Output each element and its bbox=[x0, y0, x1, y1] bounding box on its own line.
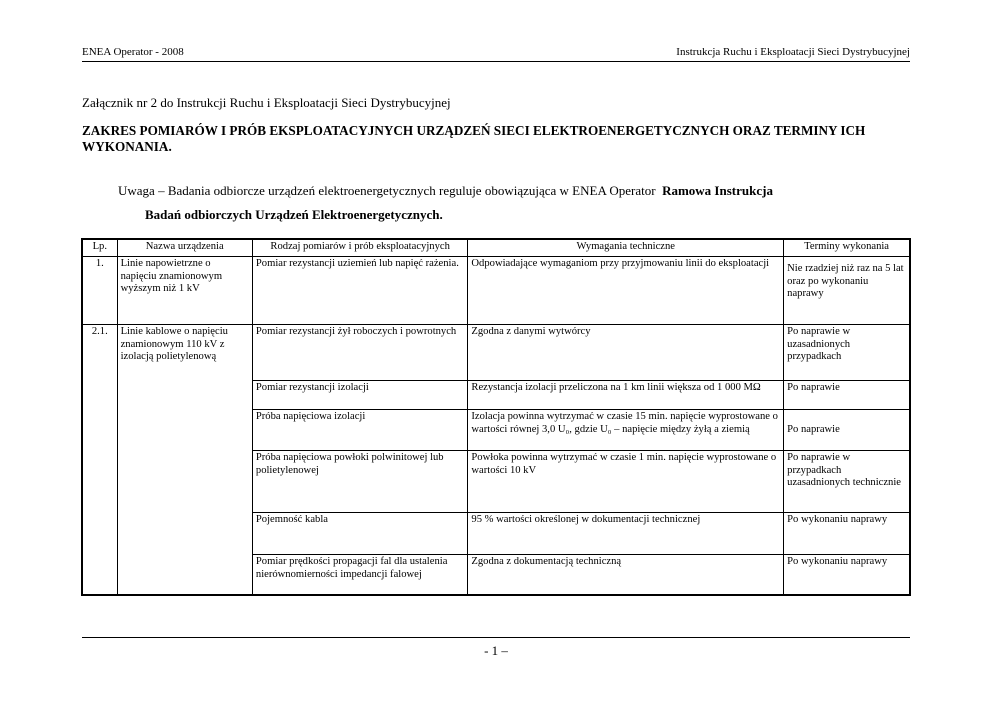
note-line-2: Badań odbiorczych Urządzeń Elektroenergetycznych. bbox=[145, 207, 443, 222]
row-measurement: Próba napięciowa powłoki polwinitowej lub polietylenowej bbox=[252, 451, 468, 513]
row-requirements: Powłoka powinna wytrzymać w czasie 1 min. napięcie wyprostowane o wartości 10 kV bbox=[468, 451, 784, 513]
header-right: Instrukcja Ruchu i Eksploatacji Sieci Dystrybucyjnej bbox=[676, 46, 910, 58]
row-requirements: Izolacja powinna wytrzymać w czasie 15 min. napięcie wyprostowane o wartości równej 3,0 U₀, gdzie U₀ – napięcie między żyłą a ziemią bbox=[468, 410, 784, 451]
row-requirements: Odpowiadające wymaganiom przy przyjmowaniu linii do eksploatacji bbox=[468, 257, 784, 325]
header-divider bbox=[82, 61, 910, 62]
row-device: Linie napowietrzne o napięciu znamionowym wyższym niż 1 kV bbox=[117, 257, 252, 325]
note-bold-inline: Ramowa Instrukcja bbox=[662, 183, 773, 198]
page-number: - 1 – bbox=[484, 643, 508, 658]
row-device: Linie kablowe o napięciu znamionowym 110 kV z izolacją polietylenową bbox=[117, 325, 252, 595]
row-terms: Po naprawie bbox=[784, 381, 910, 410]
row-terms: Po naprawie w uzasadnionych przypadkach bbox=[784, 325, 910, 381]
row-terms: Po naprawie bbox=[784, 410, 910, 451]
row-measurement: Pomiar rezystancji żył roboczych i powrotnych bbox=[252, 325, 468, 381]
col-header-device: Nazwa urządzenia bbox=[117, 239, 252, 257]
table-row bbox=[82, 325, 910, 381]
row-requirements: Zgodna z dokumentacją techniczną bbox=[468, 555, 784, 595]
row-measurement: Pojemność kabla bbox=[252, 513, 468, 555]
row-requirements: Rezystancja izolacji przeliczona na 1 km linii większa od 1 000 MΩ bbox=[468, 381, 784, 410]
row-terms: Po naprawie w przypadkach uzasadnionych technicznie bbox=[784, 451, 910, 513]
annex-label: Załącznik nr 2 do Instrukcji Ruchu i Eksploatacji Sieci Dystrybucyjnej bbox=[82, 95, 451, 110]
measurements-table bbox=[81, 238, 911, 596]
row-lp: 1. bbox=[82, 257, 117, 325]
col-header-lp: Lp. bbox=[82, 239, 117, 257]
row-measurement: Próba napięciowa izolacji bbox=[252, 410, 468, 451]
row-terms: Po wykonaniu naprawy bbox=[784, 513, 910, 555]
note-line-1 bbox=[118, 183, 773, 199]
row-lp: 2.1. bbox=[82, 325, 117, 595]
row-requirements: 95 % wartości określonej w dokumentacji technicznej bbox=[468, 513, 784, 555]
col-header-requirements: Wymagania techniczne bbox=[468, 239, 784, 257]
col-header-measurement: Rodzaj pomiarów i prób eksploatacyjnych bbox=[252, 239, 468, 257]
header-left: ENEA Operator - 2008 bbox=[82, 46, 184, 58]
page-title: ZAKRES POMIARÓW I PRÓB EKSPLOATACYJNYCH URZĄDZEŃ SIECI ELEKTROENERGETYCZNYCH ORAZ TERMINY ICH WYKONANIA. bbox=[82, 123, 866, 154]
table-header-row bbox=[82, 239, 910, 257]
row-terms: Po wykonaniu naprawy bbox=[784, 555, 910, 595]
footer-divider bbox=[82, 637, 910, 638]
row-measurement: Pomiar prędkości propagacji fal dla ustalenia nierównomierności impedancji falowej bbox=[252, 555, 468, 595]
table-row bbox=[82, 257, 910, 325]
note-text: Uwaga – Badania odbiorcze urządzeń elektroenergetycznych reguluje obowiązująca w ENEA Operator bbox=[118, 183, 656, 198]
row-requirements: Zgodna z danymi wytwórcy bbox=[468, 325, 784, 381]
row-measurement: Pomiar rezystancji izolacji bbox=[252, 381, 468, 410]
col-header-terms: Terminy wykonania bbox=[784, 239, 910, 257]
row-terms: Nie rzadziej niż raz na 5 lat oraz po wykonaniu naprawy bbox=[784, 257, 910, 325]
row-measurement: Pomiar rezystancji uziemień lub napięć rażenia. bbox=[252, 257, 468, 325]
